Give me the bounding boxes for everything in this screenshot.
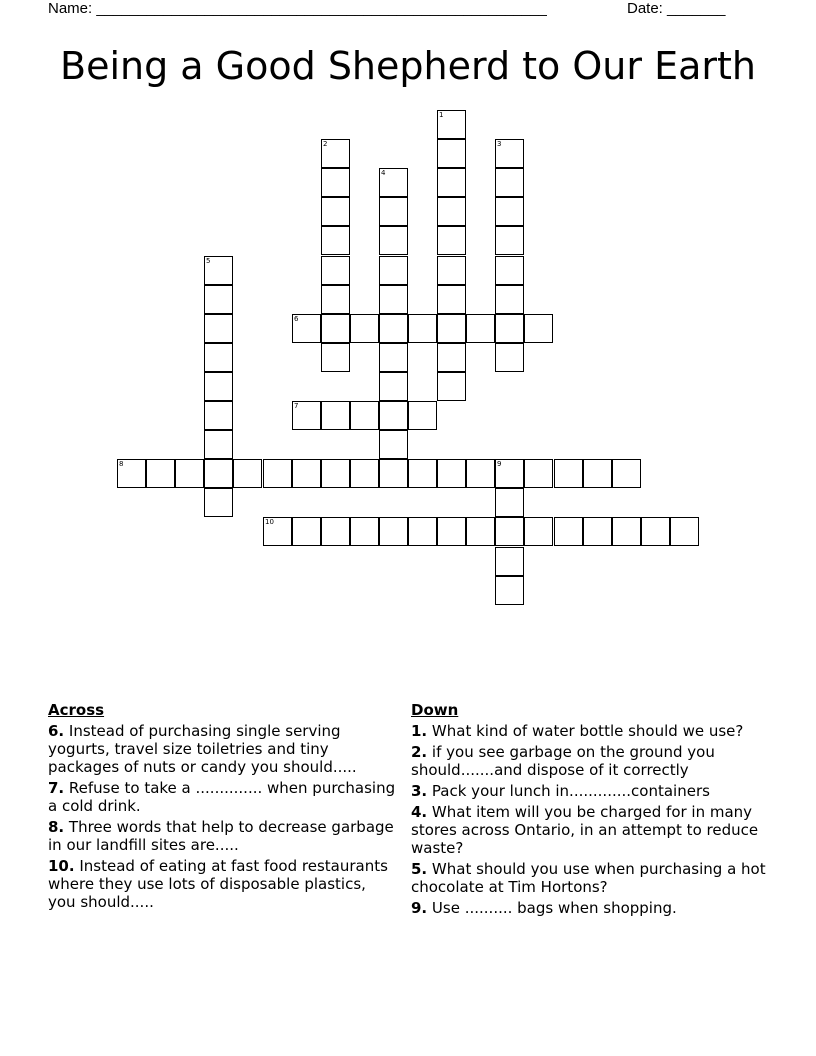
- clue-number: 3.: [411, 782, 428, 800]
- grid-cell[interactable]: [437, 372, 466, 401]
- clue-down-2: [411, 743, 771, 779]
- clue-text: if you see garbage on the ground you should.......and dispose of it correctly: [411, 743, 715, 779]
- grid-cell[interactable]: [583, 517, 612, 546]
- grid-cell[interactable]: [204, 488, 233, 517]
- clue-text: Three words that help to decrease garbage in our landfill sites are.....: [48, 818, 394, 854]
- grid-cell[interactable]: [437, 197, 466, 226]
- grid-cell[interactable]: [321, 197, 350, 226]
- clue-down-9: [411, 899, 771, 917]
- grid-cell[interactable]: [524, 459, 553, 488]
- clue-number: 8.: [48, 818, 65, 836]
- grid-cell[interactable]: [554, 459, 583, 488]
- grid-cell[interactable]: [350, 401, 379, 430]
- clue-text: Pack your lunch in.............containers: [431, 782, 710, 800]
- grid-cell[interactable]: [495, 168, 524, 197]
- grid-cell[interactable]: [495, 517, 524, 546]
- grid-clue-number: 6: [294, 315, 299, 323]
- clue-across-8: [48, 818, 398, 854]
- grid-cell[interactable]: [495, 139, 524, 168]
- grid-cell[interactable]: [554, 517, 583, 546]
- grid-cell[interactable]: [321, 226, 350, 255]
- grid-cell[interactable]: [495, 459, 524, 488]
- grid-cell[interactable]: [379, 197, 408, 226]
- grid-cell[interactable]: [379, 314, 408, 343]
- grid-cell[interactable]: [379, 430, 408, 459]
- grid-cell[interactable]: [612, 517, 641, 546]
- grid-cell[interactable]: [495, 226, 524, 255]
- clue-number: 5.: [411, 860, 428, 878]
- clue-text: Use .......... bags when shopping.: [431, 899, 677, 917]
- grid-cell[interactable]: [670, 517, 699, 546]
- grid-cell[interactable]: [379, 256, 408, 285]
- grid-clue-number: 9: [497, 460, 502, 468]
- grid-cell[interactable]: [495, 197, 524, 226]
- grid-cell[interactable]: [379, 517, 408, 546]
- grid-cell[interactable]: [350, 517, 379, 546]
- grid-cell[interactable]: [495, 256, 524, 285]
- grid-cell[interactable]: [524, 517, 553, 546]
- grid-cell[interactable]: [379, 285, 408, 314]
- grid-clue-number: 4: [381, 169, 386, 177]
- grid-cell[interactable]: [233, 459, 262, 488]
- clue-down-3: [411, 782, 771, 800]
- grid-cell[interactable]: [408, 517, 437, 546]
- grid-cell[interactable]: [641, 517, 670, 546]
- clue-number: 2.: [411, 743, 428, 761]
- grid-cell[interactable]: [495, 576, 524, 605]
- grid-cell[interactable]: [321, 168, 350, 197]
- grid-cell[interactable]: [321, 256, 350, 285]
- grid-cell[interactable]: [379, 226, 408, 255]
- grid-cell[interactable]: [495, 285, 524, 314]
- clue-text: What item will you be charged for in many stores across Ontario, in an attempt to reduce waste?: [411, 803, 759, 857]
- clue-text: What kind of water bottle should we use?: [431, 722, 744, 740]
- page-title: Being a Good Shepherd to Our Earth: [60, 44, 756, 88]
- grid-cell[interactable]: [321, 139, 350, 168]
- grid-cell[interactable]: [437, 314, 466, 343]
- clue-text: Instead of purchasing single serving yogurts, travel size toiletries and tiny packages of nuts or candy you should.....: [48, 722, 357, 776]
- grid-cell[interactable]: [204, 285, 233, 314]
- grid-cell[interactable]: [379, 459, 408, 488]
- grid-cell[interactable]: [408, 314, 437, 343]
- grid-cell[interactable]: [321, 401, 350, 430]
- grid-cell[interactable]: [204, 430, 233, 459]
- grid-cell[interactable]: [379, 168, 408, 197]
- grid-cell[interactable]: [495, 547, 524, 576]
- grid-cell[interactable]: [437, 285, 466, 314]
- grid-cell[interactable]: [437, 517, 466, 546]
- grid-cell[interactable]: [321, 314, 350, 343]
- grid-cell[interactable]: [437, 256, 466, 285]
- grid-cell[interactable]: [466, 314, 495, 343]
- grid-cell[interactable]: [175, 459, 204, 488]
- grid-cell[interactable]: [204, 372, 233, 401]
- grid-cell[interactable]: [204, 343, 233, 372]
- grid-cell[interactable]: [321, 459, 350, 488]
- grid-cell[interactable]: [350, 459, 379, 488]
- clue-text: Refuse to take a .............. when purchasing a cold drink.: [48, 779, 396, 815]
- grid-cell[interactable]: [321, 517, 350, 546]
- clue-across-6: [48, 722, 398, 776]
- grid-cell[interactable]: [292, 401, 321, 430]
- across-heading: Across: [48, 701, 105, 719]
- grid-cell[interactable]: [408, 401, 437, 430]
- grid-cell[interactable]: [117, 459, 146, 488]
- grid-clue-number: 7: [294, 402, 299, 410]
- date-field[interactable]: Date: _______: [627, 0, 726, 17]
- grid-cell[interactable]: [146, 459, 175, 488]
- grid-clue-number: 10: [265, 518, 274, 526]
- grid-cell[interactable]: [437, 343, 466, 372]
- grid-cell[interactable]: [612, 459, 641, 488]
- down-clues: [411, 701, 771, 920]
- clue-number: 1.: [411, 722, 428, 740]
- grid-cell[interactable]: [437, 168, 466, 197]
- clue-text: What should you use when purchasing a hot chocolate at Tim Hortons?: [411, 860, 766, 896]
- down-heading: Down: [411, 701, 459, 719]
- grid-cell[interactable]: [495, 488, 524, 517]
- clue-number: 4.: [411, 803, 428, 821]
- grid-cell[interactable]: [263, 459, 292, 488]
- name-field[interactable]: Name: ______________________________________________________: [48, 0, 547, 17]
- grid-cell[interactable]: [437, 139, 466, 168]
- grid-clue-number: 2: [323, 140, 328, 148]
- grid-cell[interactable]: [321, 285, 350, 314]
- grid-cell[interactable]: [583, 459, 612, 488]
- grid-cell[interactable]: [204, 314, 233, 343]
- clue-number: 6.: [48, 722, 65, 740]
- grid-cell[interactable]: [204, 401, 233, 430]
- grid-cell[interactable]: [379, 343, 408, 372]
- clue-across-7: [48, 779, 398, 815]
- clue-down-1: [411, 722, 771, 740]
- grid-cell[interactable]: [437, 459, 466, 488]
- across-clues: [48, 701, 398, 914]
- grid-cell[interactable]: [466, 517, 495, 546]
- clue-down-5: [411, 860, 771, 896]
- grid-cell[interactable]: [292, 459, 321, 488]
- grid-cell[interactable]: [495, 314, 524, 343]
- clue-down-4: [411, 803, 771, 857]
- grid-clue-number: 8: [119, 460, 124, 468]
- grid-cell[interactable]: [321, 343, 350, 372]
- clue-number: 10.: [48, 857, 75, 875]
- clue-text: Instead of eating at fast food restaurants where they use lots of disposable plastics, you should.....: [48, 857, 388, 911]
- grid-clue-number: 3: [497, 140, 502, 148]
- grid-cell[interactable]: [437, 226, 466, 255]
- clue-number: 7.: [48, 779, 65, 797]
- grid-cell[interactable]: [379, 401, 408, 430]
- grid-cell[interactable]: [408, 459, 437, 488]
- clue-across-10: [48, 857, 398, 911]
- grid-cell[interactable]: [292, 517, 321, 546]
- grid-cell[interactable]: [204, 459, 233, 488]
- grid-cell[interactable]: [263, 517, 292, 546]
- grid-cell[interactable]: [495, 343, 524, 372]
- grid-clue-number: 5: [206, 257, 211, 265]
- grid-cell[interactable]: [466, 459, 495, 488]
- grid-cell[interactable]: [204, 256, 233, 285]
- grid-cell[interactable]: [437, 110, 466, 139]
- grid-cell[interactable]: [379, 372, 408, 401]
- clue-number: 9.: [411, 899, 428, 917]
- grid-cell[interactable]: [524, 314, 553, 343]
- grid-cell[interactable]: [350, 314, 379, 343]
- grid-clue-number: 1: [439, 111, 444, 119]
- grid-cell[interactable]: [292, 314, 321, 343]
